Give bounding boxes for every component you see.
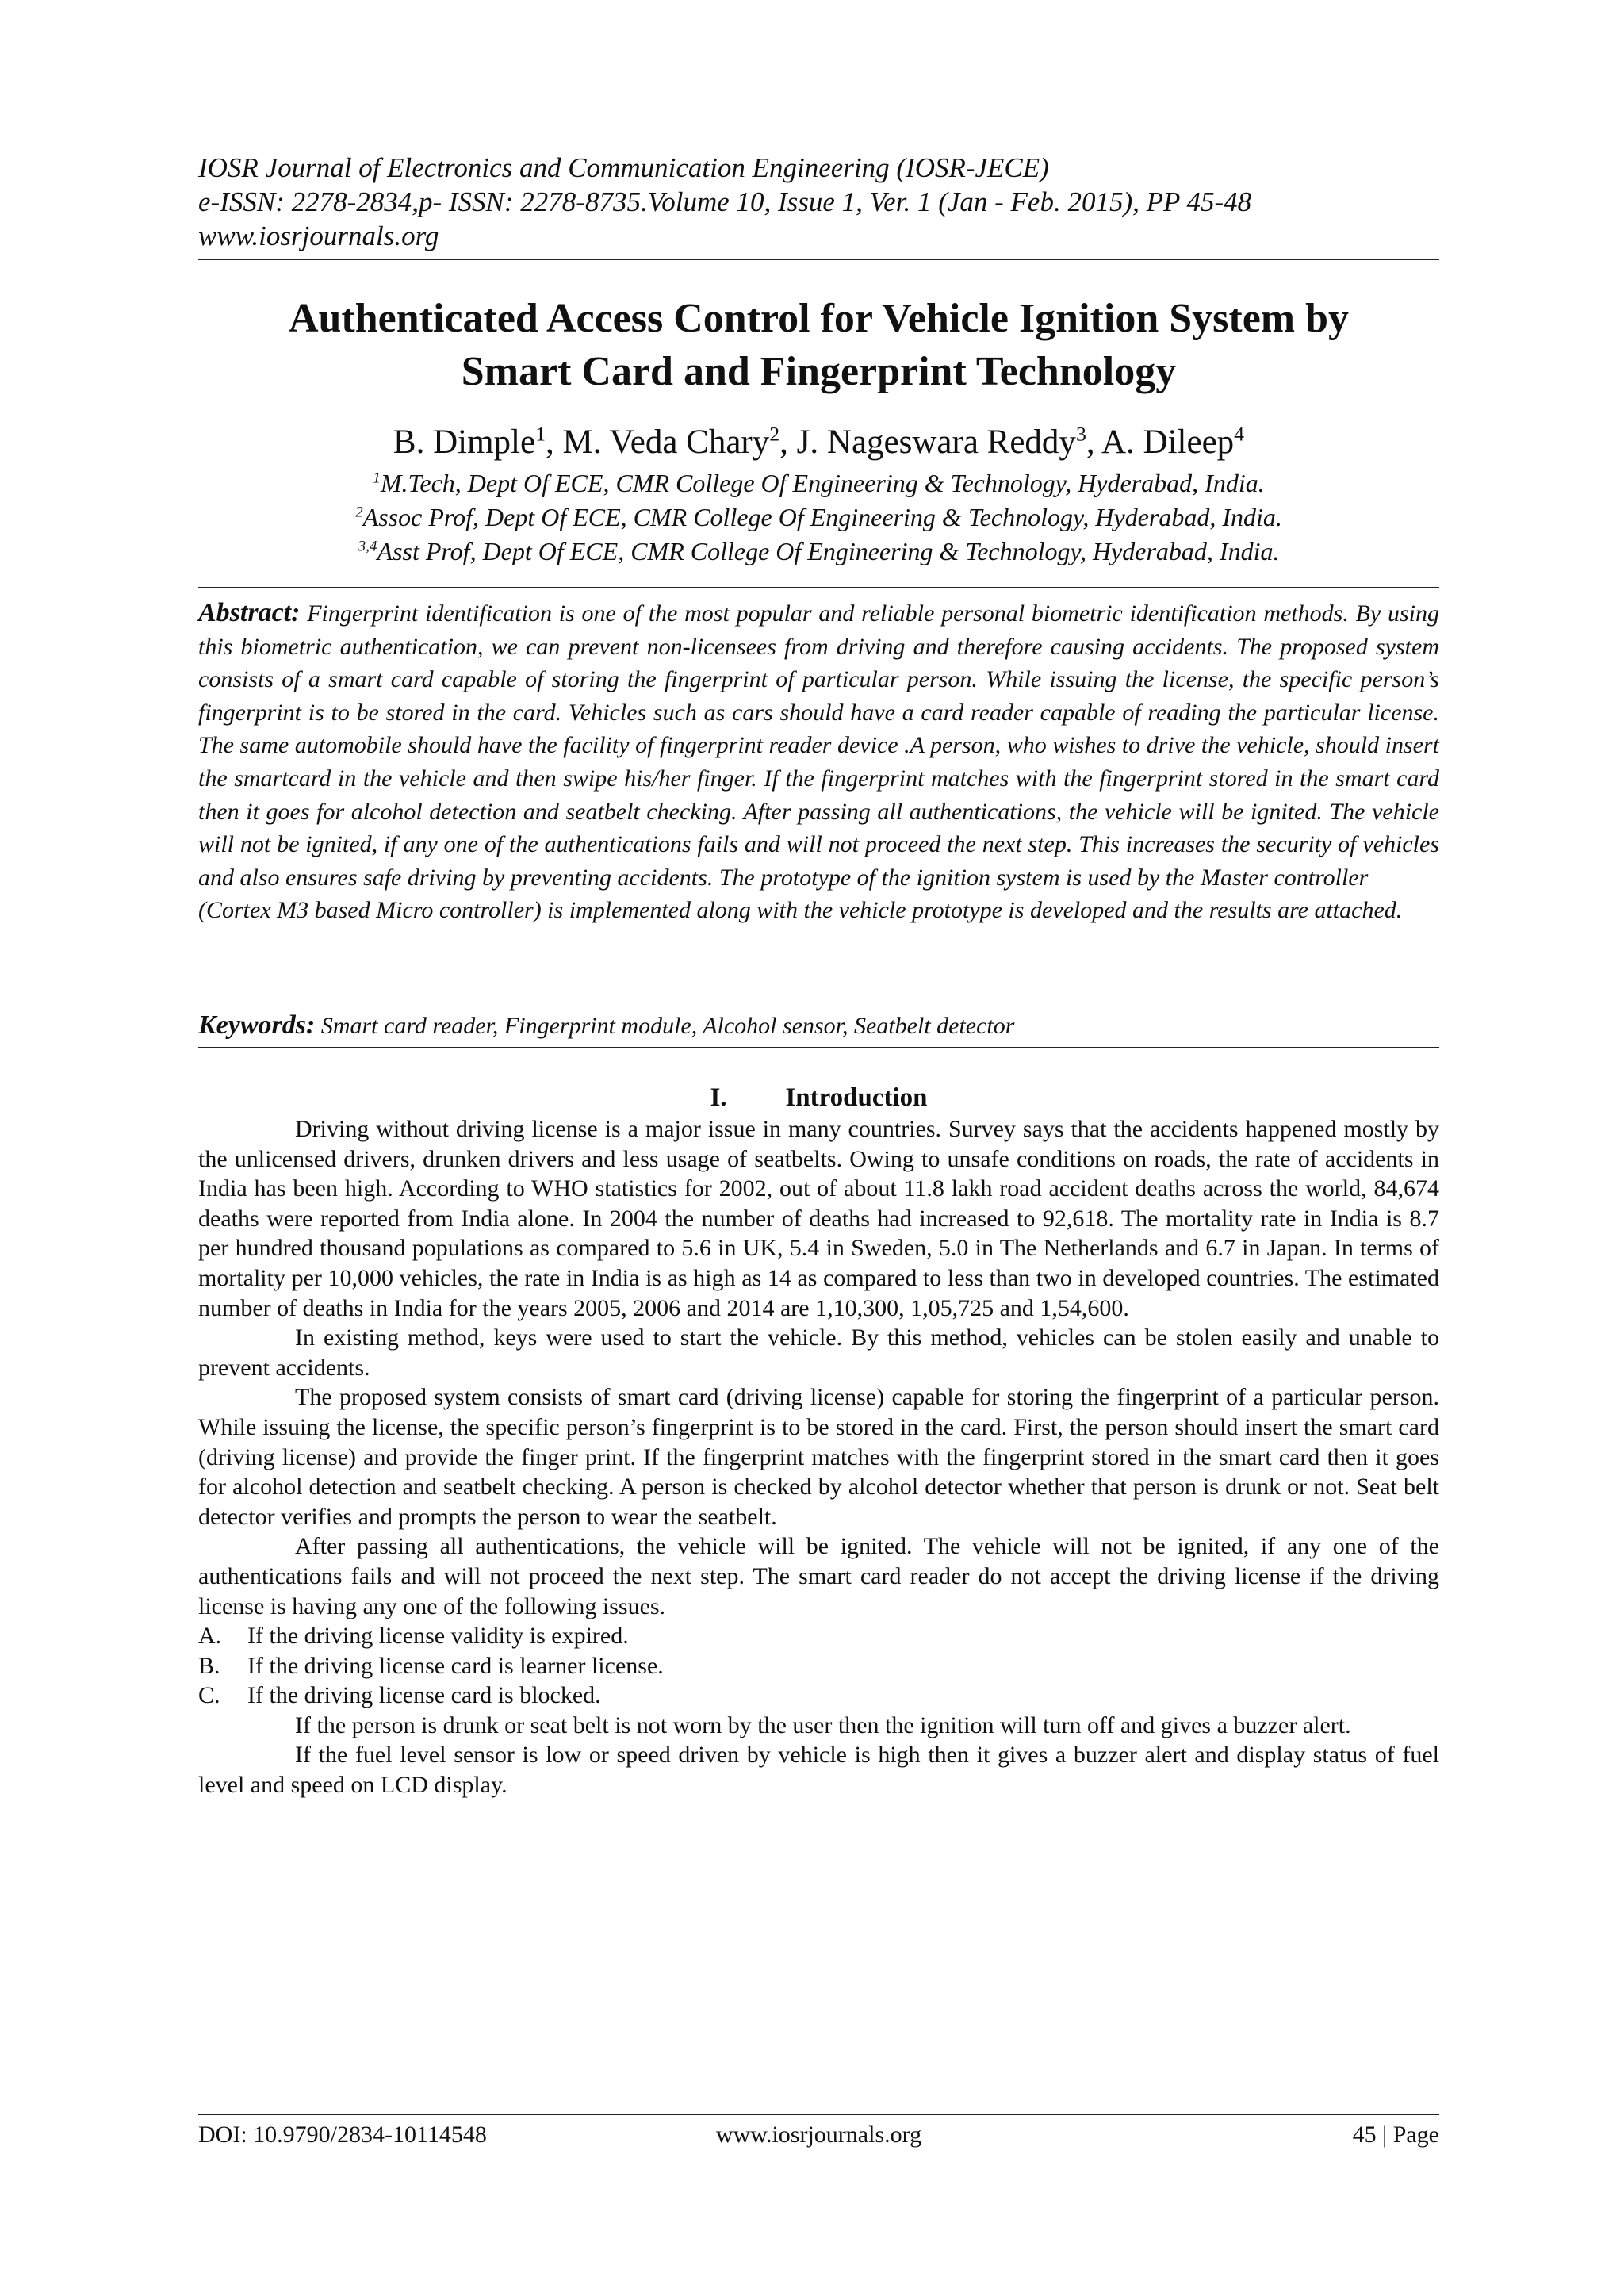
list-text: If the driving license card is blocked.	[247, 1682, 601, 1709]
body-text	[198, 1114, 1439, 1800]
keywords-label: Keywords:	[198, 1010, 316, 1040]
author-affiliation-mark: 2	[769, 422, 780, 446]
abstract-paragraph-2: (Cortex M3 based Micro controller) is implemented along with the vehicle prototype is developed and the results are attached.	[198, 897, 1403, 924]
paragraph: In existing method, keys were used to start the vehicle. By this method, vehicles can be stolen easily and unable to prevent accidents.	[198, 1324, 1439, 1381]
abstract-bottom-divider	[198, 1047, 1439, 1048]
paragraph: Driving without driving license is a major issue in many countries. Survey says that the accidents happened mostly by the unlicensed drivers, drunken drivers and less usage of seatbelts. Owing to unsafe conditions on roads, the rate of accidents in India has been high. According to WHO statistics for 2002, out of about 11.8 lakh road accident deaths across the world, 84,674 deaths were reported from India alone. In 2004 the number of deaths had increased to 92,618. The mortality rate in India is 8.7 per hundred thousand populations as compared to 5.6 in UK, 5.4 in Sweden, 5.0 in The Netherlands and 6.7 in Japan. In terms of mortality per 10,000 vehicles, the rate in India is as high as 14 as compared to less than two in developed countries. The estimated number of deaths in India for the years 2005, 2006 and 2014 are 1,10,300, 1,05,725 and 1,54,600.	[198, 1116, 1439, 1321]
list-text: If the driving license card is learner license.	[247, 1652, 664, 1679]
author-affiliation-mark: 4	[1234, 422, 1245, 446]
title-line-2: Smart Card and Fingerprint Technology	[461, 349, 1177, 394]
journal-name: IOSR Journal of Electronics and Communication Engineering (IOSR-JECE)	[198, 152, 1049, 183]
paragraph: After passing all authentications, the vehicle will be ignited. The vehicle will not be ignited, if any one of the authentications fails and will not proceed the next step. The smart card reader do not accept the driving license if the driving license is having any one of the following issues.	[198, 1533, 1439, 1619]
author-name: A. Dileep	[1101, 424, 1235, 461]
affiliation-text: Assoc Prof, Dept Of ECE, CMR College Of Engineering & Technology, Hyderabad, India.	[362, 503, 1282, 531]
footer-divider	[198, 2114, 1439, 2115]
author-name: J. Nageswara Reddy	[796, 424, 1076, 461]
abstract-paragraph	[198, 596, 1439, 894]
paragraph: If the person is drunk or seat belt is not worn by the user then the ignition will turn off and gives a buzzer alert.	[295, 1711, 1351, 1738]
journal-website: www.iosrjournals.org	[198, 220, 439, 251]
author-affiliation-mark: 3	[1075, 422, 1086, 446]
abstract	[198, 596, 1439, 927]
paper-title	[198, 292, 1439, 398]
list-marker: B.	[198, 1652, 220, 1679]
section-number: I.	[710, 1083, 727, 1112]
abstract-label: Abstract:	[198, 598, 301, 627]
author-affiliation-mark: 1	[535, 422, 546, 446]
author	[1101, 424, 1244, 461]
affiliation-mark: 3,4	[358, 538, 377, 555]
keywords	[198, 1009, 1439, 1043]
author-list	[198, 420, 1439, 465]
footer-page-number: 45 | Page	[1352, 2122, 1439, 2148]
affiliation	[198, 500, 1439, 535]
affiliation-mark: 2	[355, 504, 363, 521]
journal-header	[198, 151, 1439, 253]
author	[393, 424, 563, 461]
affiliation-mark: 1	[373, 470, 381, 487]
list-item	[198, 1681, 1439, 1711]
section-heading	[198, 1080, 1439, 1115]
abstract-text: Fingerprint identification is one of the most popular and reliable personal biometric identification methods. By using this biometric authentication, we can prevent non-licensees from driving and therefore causing accidents. The proposed system consists of a smart card capable of storing the fingerprint of particular person. While issuing the license, the specific person’s fingerprint is to be stored in the card. Vehicles such as cars should have a card reader capable of reading the particular license. The same automobile should have the facility of fingerprint reader device .A person, who wishes to drive the vehicle, should insert the smartcard in the vehicle and then swipe his/her finger. If the fingerprint matches with the fingerprint stored in the smart card then it goes for alcohol detection and seatbelt checking. After passing all authentications, the vehicle will be ignited. The vehicle will not be ignited, if any one of the authentications fails and will not proceed the next step. This increases the security of vehicles and also ensures safe driving by preventing accidents. The prototype of the ignition system is used by the Master controller	[198, 600, 1440, 891]
header-divider	[198, 259, 1439, 260]
list-text: If the driving license validity is expired.	[247, 1623, 629, 1650]
paragraph: The proposed system consists of smart card (driving license) capable for storing the fingerprint of a particular person. While issuing the license, the specific person’s fingerprint is to be stored in the card. First, the person should insert the smart card (driving license) and provide the finger print. If the fingerprint matches with the fingerprint stored in the smart card then it goes for alcohol detection and seatbelt checking. A person is checked by alcohol detector whether that person is drunk or not. Seat belt detector verifies and prompts the person to wear the seatbelt.	[198, 1384, 1439, 1530]
list-item	[198, 1621, 1439, 1651]
page-footer	[198, 2119, 1439, 2154]
affiliation	[198, 535, 1439, 569]
affiliation-text: Asst Prof, Dept Of ECE, CMR College Of Engineering & Technology, Hyderabad, India.	[377, 537, 1280, 565]
keywords-text: Smart card reader, Fingerprint module, Alcohol sensor, Seatbelt detector	[320, 1013, 1015, 1039]
footer-doi: DOI: 10.9790/2834-10114548	[198, 2122, 487, 2148]
author-separator: ,	[779, 424, 797, 461]
list-marker: A.	[198, 1623, 222, 1650]
author	[563, 424, 797, 461]
author-separator: ,	[1086, 424, 1101, 461]
list-marker: C.	[198, 1682, 220, 1709]
abstract-top-divider	[198, 587, 1439, 588]
footer-website: www.iosrjournals.org	[715, 2122, 922, 2148]
affiliation-text: M.Tech, Dept Of ECE, CMR College Of Engineering & Technology, Hyderabad, India.	[380, 469, 1265, 497]
section-title: Introduction	[785, 1083, 928, 1112]
author-name: B. Dimple	[393, 424, 536, 461]
affiliation-list	[198, 466, 1439, 569]
list-item	[198, 1651, 1439, 1681]
journal-issn-volume: e-ISSN: 2278-2834,p- ISSN: 2278-8735.Volume 10, Issue 1, Ver. 1 (Jan - Feb. 2015), PP 45-48	[198, 186, 1252, 217]
title-line-1: Authenticated Access Control for Vehicle Ignition System by	[288, 296, 1350, 341]
paragraph: If the fuel level sensor is low or speed driven by vehicle is high then it gives a buzzer alert and display status of fuel level and speed on LCD display.	[198, 1742, 1439, 1799]
affiliation	[198, 466, 1439, 500]
author	[797, 424, 1101, 461]
author-separator: ,	[546, 424, 563, 461]
author-name: M. Veda Chary	[562, 424, 770, 461]
